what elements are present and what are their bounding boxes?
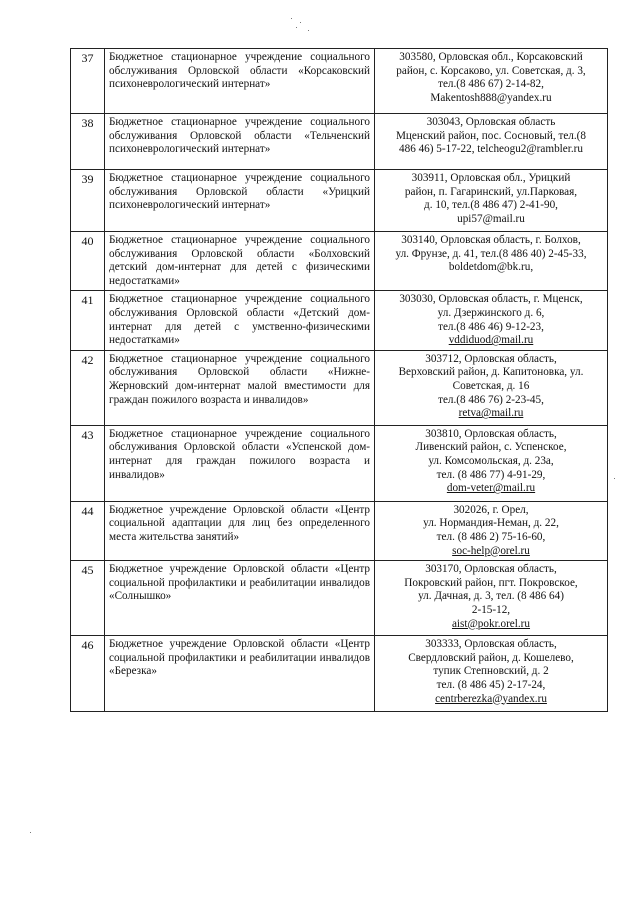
- institution-contacts: [375, 49, 608, 114]
- table-row: [71, 170, 608, 232]
- row-number: 41: [71, 291, 105, 350]
- email-link[interactable]: soc-help@orel.ru: [452, 544, 530, 557]
- table-row: [71, 291, 608, 350]
- address-line: Покровский район, пгт. Покровское,: [404, 576, 578, 589]
- table-row: [71, 114, 608, 170]
- email-link[interactable]: Makentosh888@yandex.ru: [430, 91, 552, 104]
- institution-contacts: [375, 291, 608, 350]
- address-line: Советская, д. 16: [452, 379, 530, 392]
- table-row: [71, 232, 608, 291]
- institution-name: Бюджетное учреждение Орловской области «Центр социальной адаптации для лиц без определенного места жительства занятий»: [105, 501, 375, 560]
- row-number: 46: [71, 636, 105, 712]
- institution-contacts: [375, 350, 608, 425]
- phone-line: д. 10, тел.(8 486 47) 2-41-90,: [424, 199, 558, 212]
- row-number: 45: [71, 561, 105, 636]
- email-link[interactable]: boldetdom@bk.ru,: [448, 261, 534, 274]
- email-link[interactable]: upi57@mail.ru: [457, 212, 525, 225]
- institution-name: Бюджетное стационарное учреждение социального обслуживания Орловской области «Нижне-Жерновский дом-интернат малой вместимости для граждан пожилого возраста и инвалидов»: [105, 350, 375, 425]
- institution-contacts: [375, 114, 608, 170]
- institution-contacts: [375, 636, 608, 712]
- address-line: 303043, Орловская область: [426, 116, 556, 128]
- row-number: 39: [71, 170, 105, 232]
- institution-name: Бюджетное стационарное учреждение социального обслуживания Орловской области «Детский дом-интернат для детей с умственно-физическими недостатками»: [105, 291, 375, 350]
- institution-contacts: [375, 501, 608, 560]
- institution-name: Бюджетное стационарное учреждение социального обслуживания Орловской области «Корсаковский психоневрологический интернат»: [105, 49, 375, 114]
- row-number: 43: [71, 425, 105, 501]
- address-line: 303170, Орловская область,: [425, 563, 557, 576]
- scan-speck: [30, 832, 31, 833]
- table-row: [71, 49, 608, 114]
- email-link[interactable]: centrberezka@yandex.ru: [435, 692, 547, 705]
- row-number: 38: [71, 114, 105, 170]
- institution-name: Бюджетное стационарное учреждение социального обслуживания Орловской области «Успенской дом-интернат для граждан пожилого возраста и инвалидов»: [105, 425, 375, 501]
- table-row: [71, 561, 608, 636]
- institution-name: Бюджетное стационарное учреждение социального обслуживания Орловской области «Тельченский психоневрологический интернат»: [105, 114, 375, 170]
- phone-line: тел.(8 486 46) 9-12-23,: [438, 320, 544, 333]
- address-line: Мценский район, пос. Сосновый, тел.(8: [395, 129, 586, 142]
- row-number: 37: [71, 49, 105, 114]
- phone-email-line[interactable]: 486 46) 5-17-22, telcheogu2@rambler.ru: [399, 143, 583, 156]
- address-line: 303810, Орловская область,: [425, 427, 557, 440]
- phone-line: тел.(8 486 76) 2-23-45,: [438, 393, 544, 406]
- address-line: 303580, Орловская обл., Корсаковский: [399, 51, 583, 63]
- email-link[interactable]: vddiduod@mail.ru: [448, 334, 534, 347]
- address-line: 303030, Орловская область, г. Мценск,: [399, 293, 583, 306]
- institution-name: Бюджетное стационарное учреждение социального обслуживания Орловской области «Болховский детский дом-интернат для детей с физическими недостатками»: [105, 232, 375, 291]
- address-line: 303712, Орловская область,: [425, 352, 557, 365]
- address-line: Ливенский район, с. Успенское,: [415, 441, 567, 454]
- scan-speck: [291, 18, 292, 19]
- table-row: [71, 350, 608, 425]
- institution-name: Бюджетное учреждение Орловской области «Центр социальной профилактики и реабилитации инвалидов «Солнышко»: [105, 561, 375, 636]
- institution-contacts: [375, 425, 608, 501]
- row-number: 42: [71, 350, 105, 425]
- row-number: 44: [71, 501, 105, 560]
- address-line: ул. Комсомольская, д. 23а,: [428, 454, 554, 467]
- address-line: район, с. Корсаково, ул. Советская, д. 3,: [396, 64, 586, 77]
- address-phone-line: ул. Фрунзе, д. 41, тел.(8 486 40) 2-45-33,: [395, 247, 587, 260]
- phone-line: тел.(8 486 67) 2-14-82,: [438, 78, 544, 91]
- institution-contacts: [375, 170, 608, 232]
- address-phone-line: ул. Дачная, д. 3, тел. (8 486 64): [418, 590, 564, 603]
- email-link[interactable]: aist@pokr.orel.ru: [451, 617, 531, 630]
- institution-contacts: [375, 561, 608, 636]
- scan-speck: [308, 30, 309, 31]
- institutions-table: [70, 48, 608, 712]
- scan-speck: [296, 27, 297, 28]
- table-row: [71, 425, 608, 501]
- scan-speck: [614, 478, 615, 479]
- phone-line: тел. (8 486 77) 4-91-29,: [436, 468, 546, 481]
- address-line: район, п. Гагаринский, ул.Парковая,: [404, 185, 578, 198]
- address-line: Свердловский район, д. Кошелево,: [408, 651, 574, 664]
- phone-line: тел. (8 486 2) 75-16-60,: [436, 530, 546, 543]
- row-number: 40: [71, 232, 105, 291]
- email-link[interactable]: dom-veter@mail.ru: [446, 482, 536, 495]
- table-row: [71, 636, 608, 712]
- address-line: 303911, Орловская обл., Урицкий: [411, 172, 571, 184]
- address-line: 303140, Орловская область, г. Болхов,: [401, 234, 581, 246]
- phone-line: тел. (8 486 45) 2-17-24,: [436, 678, 546, 691]
- address-line: тупик Степновский, д. 2: [433, 665, 549, 678]
- email-link[interactable]: retva@mail.ru: [458, 407, 524, 420]
- address-line: Верховский район, д. Капитоновка, ул.: [398, 366, 584, 379]
- phone-line: 2-15-12,: [471, 603, 511, 616]
- address-line: 303333, Орловская область,: [425, 638, 557, 651]
- address-line: ул. Нормандия-Неман, д. 22,: [423, 517, 559, 530]
- institution-name: Бюджетное стационарное учреждение социального обслуживания Орловской области «Урицкий психоневрологический интернат»: [105, 170, 375, 232]
- address-line: 302026, г. Орел,: [453, 503, 529, 516]
- scan-speck: [300, 22, 301, 23]
- institution-contacts: [375, 232, 608, 291]
- table-row: [71, 501, 608, 560]
- institution-name: Бюджетное учреждение Орловской области «Центр социальной профилактики и реабилитации инвалидов «Березка»: [105, 636, 375, 712]
- address-line: ул. Дзержинского д. 6,: [437, 306, 545, 319]
